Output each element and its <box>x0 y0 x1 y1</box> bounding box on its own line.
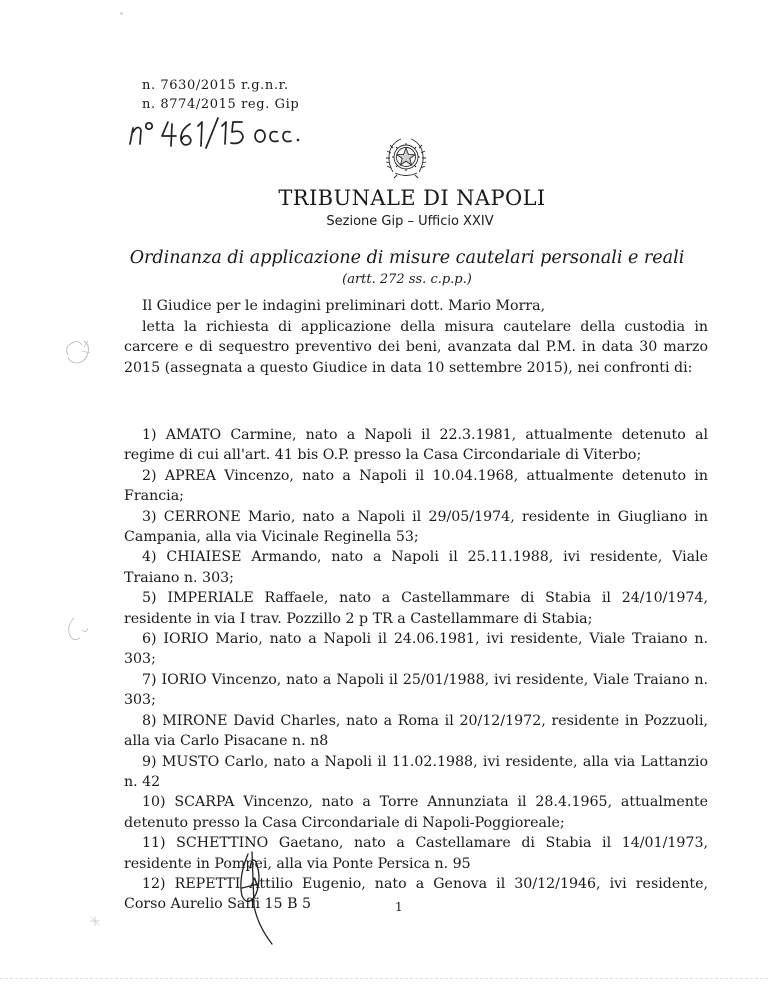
page-number: 1 <box>395 900 403 914</box>
court-name: TRIBUNALE DI NAPOLI <box>278 186 546 210</box>
case-number-gip: n. 8774/2015 reg. Gip <box>142 97 300 112</box>
list-item: 7) IORIO Vincenzo, nato a Napoli il 25/01/1988, ivi residente, Viale Traiano n. 303; <box>124 671 708 709</box>
court-section: Sezione Gip – Ufficio XXIV <box>326 214 494 229</box>
list-item: 6) IORIO Mario, nato a Napoli il 24.06.1981, ivi residente, Viale Traiano n. 303; <box>124 631 708 668</box>
document-subtitle: (artt. 272 ss. c.p.p.) <box>342 272 472 287</box>
list-item: 10) SCARPA Vincenzo, nato a Torre Annunziata il 28.4.1965, attualmente detenuto presso la Casa Circondariale di Napoli-Poggioreale; <box>124 794 708 831</box>
scan-speck-icon <box>58 335 98 371</box>
document-title: Ordinanza di applicazione di misure cautelari personali e reali <box>129 248 685 268</box>
handwritten-signature <box>228 848 288 948</box>
handwritten-registry-note <box>124 114 304 150</box>
list-item: 9) MUSTO Carlo, nato a Napoli il 11.02.1988, ivi residente, alla via Lattanzio n. 42 <box>124 753 708 790</box>
scan-speck-icon <box>62 612 92 646</box>
scan-speck-icon <box>120 12 123 15</box>
republic-emblem-icon <box>383 134 429 180</box>
scan-edge-line <box>0 978 768 980</box>
list-item: 3) CERRONE Mario, nato a Napoli il 29/05/1974, residente in Giugliano in Campania, alla via Vicinale Reginella 53; <box>124 508 708 546</box>
list-item: 8) MIRONE David Charles, nato a Roma il 20/12/1972, residente in Pozzuoli, alla via Carlo Pisacane n. n8 <box>124 712 708 750</box>
list-item: 1) AMATO Carmine, nato a Napoli il 22.3.1981, attualmente detenuto al regime di cui all'art. 41 bis O.P. presso la Casa Circondariale di Viterbo; <box>124 427 708 464</box>
scan-speck-icon <box>88 914 102 928</box>
request-paragraph: letta la richiesta di applicazione della misura cautelare della custodia in carcere e di sequestro preventivo dei beni, avanzata dal P.M. in data 30 marzo 2015 (assegnata a questo Giudice in data 10 settembre 2015), nei confronti di: <box>124 319 708 376</box>
case-number-rgnr: n. 7630/2015 r.g.n.r. <box>142 78 289 93</box>
defendants-list <box>124 425 708 915</box>
list-item: 4) CHIAIESE Armando, nato a Napoli il 25.11.1988, ivi residente, Viale Traiano n. 303; <box>124 549 708 586</box>
list-item: 5) IMPERIALE Raffaele, nato a Castellammare di Stabia il 24/10/1974, residente in via I trav. Pozzillo 2 p TR a Castellammare di Stabia; <box>124 590 708 627</box>
list-item: 12) REPETTI Attilio Eugenio, nato a Genova il 30/12/1946, ivi residente, Corso Aurelio Saffi 15 B 5 <box>124 875 708 913</box>
judge-line: Il Giudice per le indagini preliminari dott. Mario Morra, <box>142 298 546 314</box>
list-item: 2) APREA Vincenzo, nato a Napoli il 10.04.1968, attualmente detenuto in Francia; <box>124 467 708 505</box>
list-item: 11) SCHETTINO Gaetano, nato a Castellamare di Stabia il 14/01/1973, residente in Pompei, alla via Ponte Persica n. 95 <box>124 835 708 872</box>
